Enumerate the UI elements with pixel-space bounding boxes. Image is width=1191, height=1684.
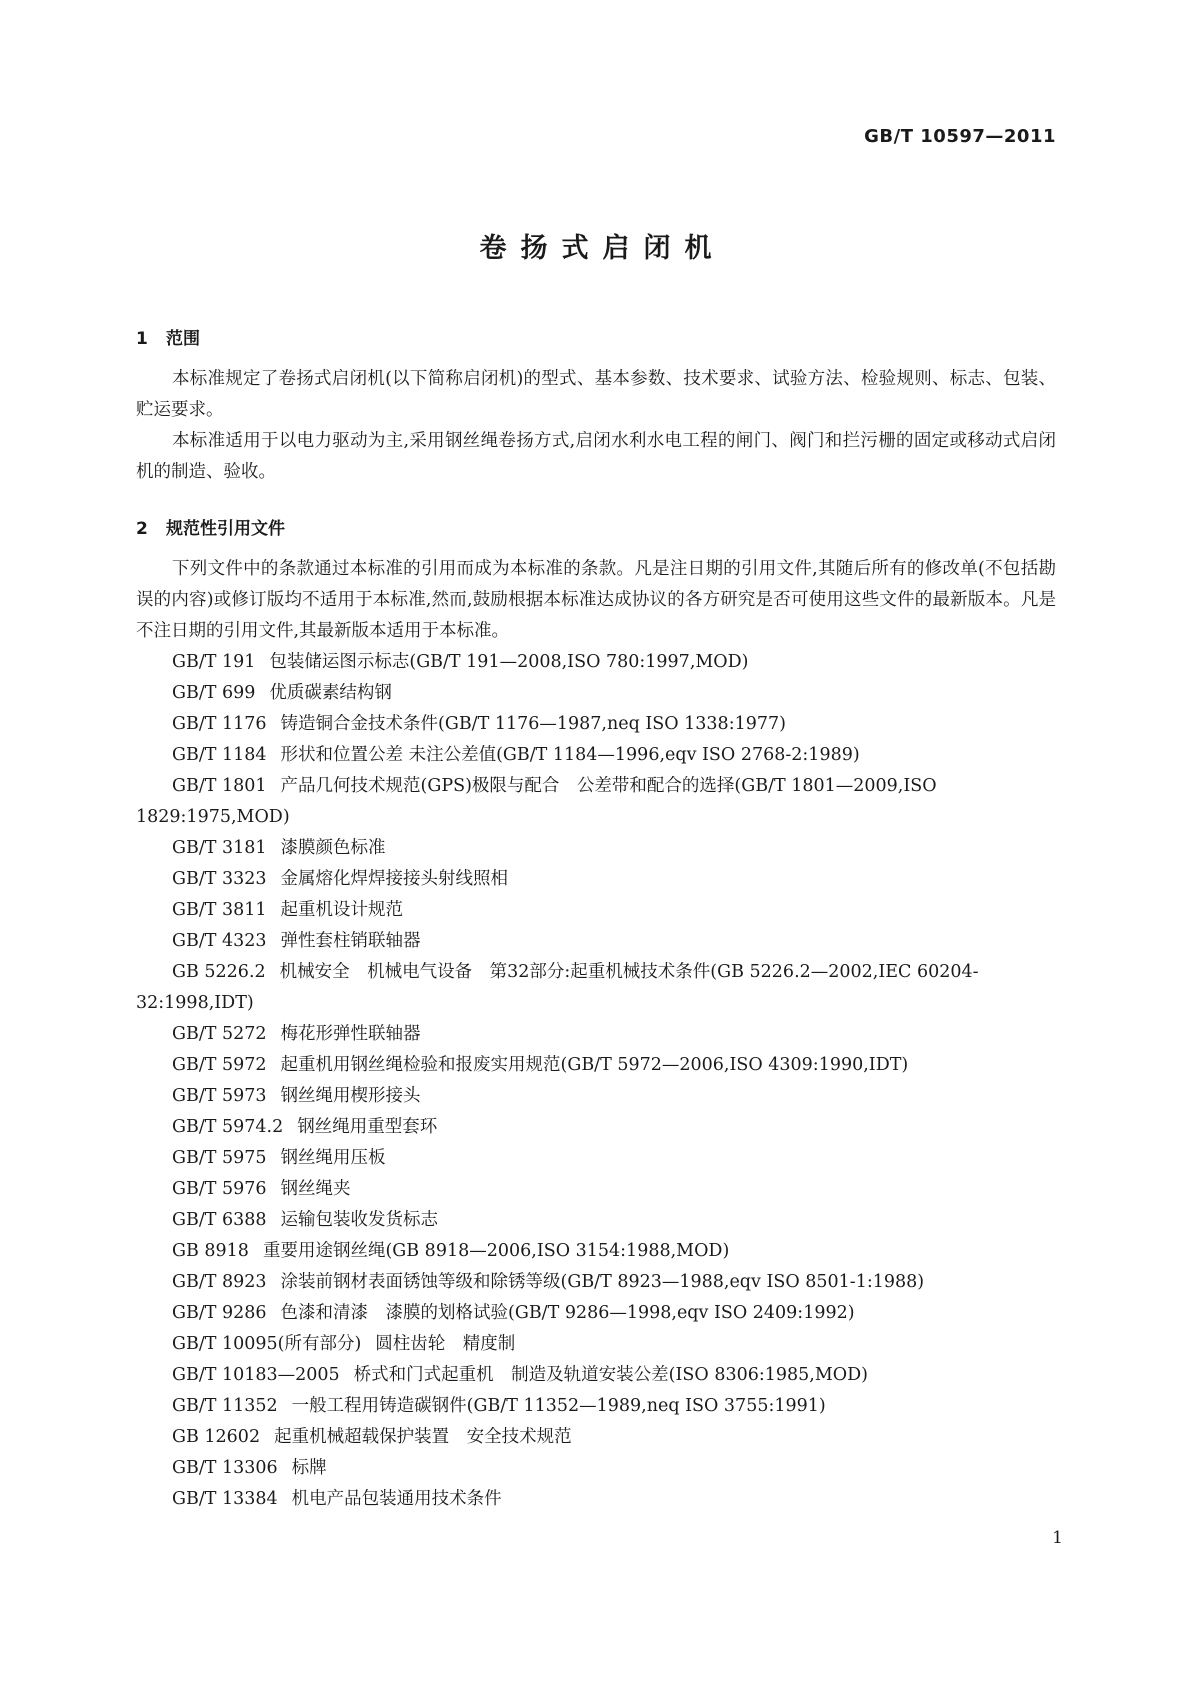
reference-title: 运输包装收发货标志 [280,1210,439,1230]
section-title: 范围 [166,329,200,349]
reference-code: GB/T 11352 [172,1396,278,1416]
reference-code: GB/T 6388 [172,1210,267,1230]
standard-code: GB/T 10597—2011 [864,126,1056,147]
reference-code: GB/T 10095(所有部分) [172,1334,362,1354]
section-2-heading [136,514,1056,544]
reference-title: 钢丝绳用重型套环 [297,1117,438,1137]
reference-title: 圆柱齿轮 精度制 [375,1334,516,1354]
reference-item [136,1391,1056,1422]
reference-item [136,833,1056,864]
reference-code: GB/T 5975 [172,1148,267,1168]
section-number: 1 [136,329,148,349]
reference-code: GB/T 4323 [172,931,267,951]
reference-code: GB/T 191 [172,652,256,672]
document-body [136,320,1056,1515]
reference-code: GB/T 3811 [172,900,267,920]
reference-code: GB/T 1801 [172,776,267,796]
reference-code: GB/T 13384 [172,1489,278,1509]
reference-item [136,1484,1056,1515]
reference-item [136,895,1056,926]
reference-title: 桥式和门式起重机 制造及轨道安装公差(ISO 8306:1985,MOD) [353,1365,868,1385]
document-title: 卷扬式启闭机 [479,233,726,264]
reference-item [136,1298,1056,1329]
reference-code: GB/T 3181 [172,838,267,858]
reference-item [136,1236,1056,1267]
section-title: 规范性引用文件 [166,519,285,539]
section-number: 2 [136,519,148,539]
reference-title: 弹性套柱销联轴器 [280,931,421,951]
reference-title: 标牌 [291,1458,327,1478]
reference-item [136,926,1056,957]
reference-title: 钢丝绳夹 [280,1179,351,1199]
scope-paragraph: 本标准适用于以电力驱动为主,采用钢丝绳卷扬方式,启闭水利水电工程的闸门、阀门和拦污栅的固定或移动式启闭机的制造、验收。 [136,431,1056,482]
reference-item [136,1112,1056,1143]
reference-code: GB/T 5976 [172,1179,267,1199]
reference-item [136,1453,1056,1484]
reference-title: 形状和位置公差 未注公差值(GB/T 1184—1996,eqv ISO 2768-2:1989) [280,745,860,765]
reference-title: 起重机械超载保护装置 安全技术规范 [274,1427,572,1447]
reference-title: 产品几何技术规范(GPS)极限与配合 公差带和配合的选择(GB/T 1801—2009,ISO 1829:1975,MOD) [136,776,937,827]
reference-title: 起重机设计规范 [280,900,404,920]
reference-item [136,864,1056,895]
reference-code: GB 5226.2 [172,962,266,982]
reference-code: GB/T 5974.2 [172,1117,284,1137]
reference-title: 漆膜颜色标准 [280,838,386,858]
reference-item [136,1174,1056,1205]
reference-item [136,647,1056,678]
reference-code: GB/T 13306 [172,1458,278,1478]
reference-code: GB/T 1176 [172,714,267,734]
reference-item [136,1019,1056,1050]
reference-item [136,1360,1056,1391]
reference-item [136,1267,1056,1298]
reference-title: 色漆和清漆 漆膜的划格试验(GB/T 9286—1998,eqv ISO 2409:1992) [280,1303,855,1323]
reference-code: GB/T 10183—2005 [172,1365,340,1385]
reference-title: 涂装前钢材表面锈蚀等级和除锈等级(GB/T 8923—1988,eqv ISO 8501-1:1988) [280,1272,925,1292]
reference-title: 优质碳素结构钢 [269,683,392,703]
reference-item [136,1050,1056,1081]
reference-title: 机电产品包装通用技术条件 [291,1489,502,1509]
reference-title: 金属熔化焊焊接接头射线照相 [280,869,509,889]
reference-title: 钢丝绳用压板 [280,1148,386,1168]
reference-title: 包装储运图示标志(GB/T 191—2008,ISO 780:1997,MOD) [269,652,749,672]
reference-code: GB/T 5972 [172,1055,267,1075]
reference-item [136,1143,1056,1174]
reference-title: 机械安全 机械电气设备 第32部分:起重机械技术条件(GB 5226.2—2002,IEC 60204-32:1998,IDT) [136,962,979,1013]
reference-title: 起重机用钢丝绳检验和报废实用规范(GB/T 5972—2006,ISO 4309:1990,IDT) [280,1055,909,1075]
reference-title: 重要用途钢丝绳(GB 8918—2006,ISO 3154:1988,MOD) [262,1241,730,1261]
reference-code: GB/T 5272 [172,1024,267,1044]
scope-paragraph: 本标准规定了卷扬式启闭机(以下简称启闭机)的型式、基本参数、技术要求、试验方法、检验规则、标志、包装、贮运要求。 [136,369,1056,420]
reference-code: GB/T 699 [172,683,256,703]
reference-title: 梅花形弹性联轴器 [280,1024,421,1044]
reference-item [136,709,1056,740]
reference-item [136,1329,1056,1360]
reference-code: GB/T 1184 [172,745,267,765]
reference-code: GB/T 8923 [172,1272,267,1292]
reference-item [136,678,1056,709]
reference-item [136,1422,1056,1453]
reference-title: 铸造铜合金技术条件(GB/T 1176—1987,neq ISO 1338:1977) [280,714,786,734]
reference-item [136,1205,1056,1236]
reference-code: GB/T 9286 [172,1303,267,1323]
page-number: 1 [1052,1528,1063,1548]
reference-code: GB 12602 [172,1427,261,1447]
reference-list [136,647,1056,1515]
section-1-heading [136,324,1056,354]
reference-title: 一般工程用铸造碳钢件(GB/T 11352—1989,neq ISO 3755:1991) [291,1396,826,1416]
reference-item [136,740,1056,771]
reference-code: GB/T 5973 [172,1086,267,1106]
reference-title: 钢丝绳用楔形接头 [280,1086,421,1106]
reference-code: GB 8918 [172,1241,249,1261]
reference-item [136,771,1056,833]
reference-item [136,1081,1056,1112]
reference-item [136,957,1056,1019]
references-intro-paragraph: 下列文件中的条款通过本标准的引用而成为本标准的条款。凡是注日期的引用文件,其随后所有的修改单(不包括勘误的内容)或修订版均不适用于本标准,然而,鼓励根据本标准达成协议的各方研究是否可使用这些文件的最新版本。凡是不注日期的引用文件,其最新版本适用于本标准。 [136,559,1056,641]
reference-code: GB/T 3323 [172,869,267,889]
